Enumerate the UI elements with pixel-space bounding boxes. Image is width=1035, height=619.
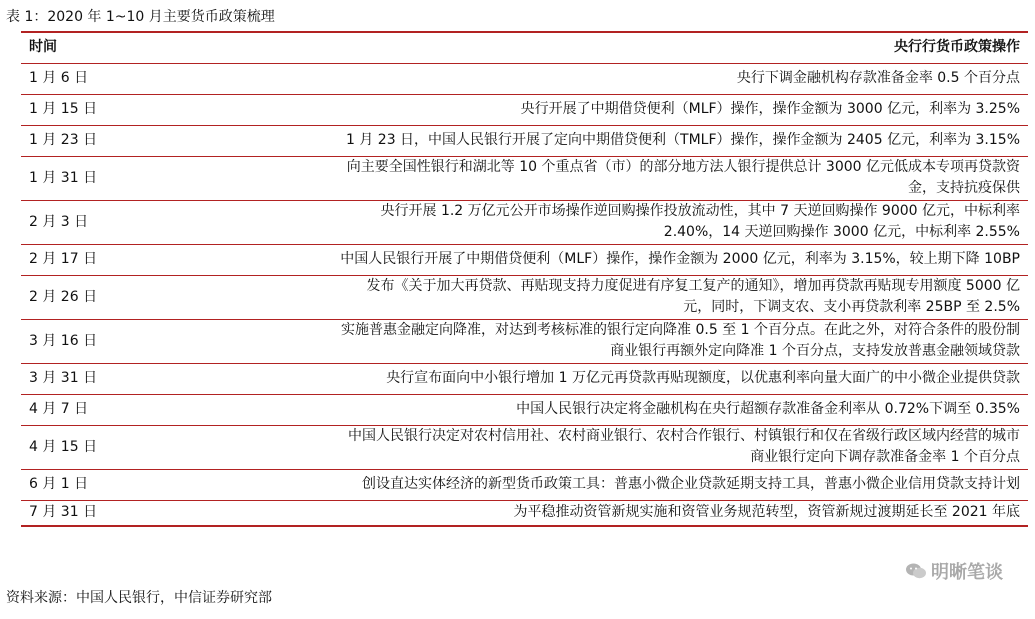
table-row bbox=[21, 156, 1028, 200]
row-description bbox=[169, 200, 1028, 244]
description-line: 央行开展 1.2 万亿元公开市场操作逆回购操作投放流动性，其中 7 天逆回购操作 9000 亿元，中标利率 bbox=[380, 203, 1020, 219]
table-row bbox=[21, 363, 1028, 394]
table-row bbox=[21, 94, 1028, 125]
description-line: 创设直达实体经济的新型货币政策工具：普惠小微企业贷款延期支持工具，普惠小微企业信用贷款支持计划 bbox=[362, 476, 1020, 492]
row-description bbox=[169, 244, 1028, 275]
description-line: 2.40%，14 天逆回购操作 3000 亿元，中标利率 2.55% bbox=[663, 224, 1020, 240]
table-row bbox=[21, 275, 1028, 319]
description-line: 为平稳推动资管新规实施和资管业务规范转型，资管新规过渡期延长至 2021 年底 bbox=[513, 504, 1020, 521]
row-description bbox=[169, 94, 1028, 125]
description-line: 央行下调金融机构存款准备金率 0.5 个百分点 bbox=[736, 70, 1020, 86]
description-line: 元，同时，下调支农、支小再贷款利率 25BP 至 2.5% bbox=[683, 299, 1020, 315]
table-row bbox=[21, 469, 1028, 500]
row-date: 3 月 31 日 bbox=[21, 363, 169, 394]
row-date: 2 月 3 日 bbox=[21, 200, 169, 244]
row-date: 1 月 15 日 bbox=[21, 94, 169, 125]
header-description: 央行行货币政策操作 bbox=[169, 32, 1028, 63]
row-date: 4 月 15 日 bbox=[21, 425, 169, 469]
row-date: 4 月 7 日 bbox=[21, 394, 169, 425]
table-row bbox=[21, 125, 1028, 156]
wechat-icon bbox=[905, 562, 927, 580]
row-description bbox=[169, 275, 1028, 319]
table-header-row bbox=[21, 32, 1028, 63]
row-date: 1 月 23 日 bbox=[21, 125, 169, 156]
watermark-text: 明晰笔谈 bbox=[931, 562, 1003, 583]
table-row bbox=[21, 425, 1028, 469]
row-date: 2 月 26 日 bbox=[21, 275, 169, 319]
row-description bbox=[169, 469, 1028, 500]
description-line: 发布《关于加大再贷款、再贴现支持力度促进有序复工复产的通知》，增加再贷款再贴现专用额度 5000 亿 bbox=[366, 278, 1020, 294]
row-date: 1 月 31 日 bbox=[21, 156, 169, 200]
table-row bbox=[21, 394, 1028, 425]
description-line: 中国人民银行开展了中期借贷便利（MLF）操作，操作金额为 2000 亿元，利率为 3.15%，较上期下降 10BP bbox=[340, 251, 1020, 267]
description-line: 中国人民银行决定对农村信用社、农村商业银行、农村合作银行、村镇银行和仅在省级行政区域内经营的城市 bbox=[348, 428, 1020, 444]
table-row bbox=[21, 244, 1028, 275]
row-date: 1 月 6 日 bbox=[21, 63, 169, 94]
row-description bbox=[169, 319, 1028, 363]
row-description bbox=[169, 63, 1028, 94]
source-note: 资料来源：中国人民银行，中信证券研究部 bbox=[6, 590, 272, 606]
row-description bbox=[169, 500, 1028, 526]
table-row bbox=[21, 200, 1028, 244]
table-row bbox=[21, 63, 1028, 94]
row-date: 2 月 17 日 bbox=[21, 244, 169, 275]
watermark bbox=[903, 558, 1005, 584]
description-line: 1 月 23 日，中国人民银行开展了定向中期借贷便利（TMLF）操作，操作金额为 2405 亿元，利率为 3.15% bbox=[345, 132, 1020, 148]
row-description bbox=[169, 363, 1028, 394]
row-date: 3 月 16 日 bbox=[21, 319, 169, 363]
description-line: 央行开展了中期借贷便利（MLF）操作，操作金额为 3000 亿元，利率为 3.25% bbox=[520, 101, 1020, 117]
description-line: 央行宣布面向中小银行增加 1 万亿元再贷款再贴现额度，以优惠利率向量大面广的中小微企业提供贷款 bbox=[386, 370, 1020, 386]
row-description bbox=[169, 394, 1028, 425]
table-body bbox=[21, 63, 1028, 526]
row-date: 6 月 1 日 bbox=[21, 469, 169, 500]
description-line: 商业银行定向下调存款准备金率 1 个百分点 bbox=[750, 449, 1020, 465]
table-row bbox=[21, 500, 1028, 526]
row-description bbox=[169, 156, 1028, 200]
policy-table bbox=[21, 31, 1028, 527]
description-line: 实施普惠金融定向降准，对达到考核标准的银行定向降准 0.5 至 1 个百分点。在此之外，对符合条件的股份制 bbox=[341, 322, 1020, 338]
row-description bbox=[169, 125, 1028, 156]
row-date: 7 月 31 日 bbox=[21, 500, 169, 526]
header-date: 时间 bbox=[21, 32, 169, 63]
description-line: 商业银行再额外定向降准 1 个百分点，支持发放普惠金融领域贷款 bbox=[610, 343, 1020, 359]
table-caption: 表 1：2020 年 1~10 月主要货币政策梳理 bbox=[6, 9, 275, 25]
description-line: 向主要全国性银行和湖北等 10 个重点省（市）的部分地方法人银行提供总计 3000 亿元低成本专项再贷款资 bbox=[346, 159, 1020, 175]
table-row bbox=[21, 319, 1028, 363]
row-description bbox=[169, 425, 1028, 469]
description-line: 金，支持抗疫保供 bbox=[908, 180, 1020, 196]
description-line: 中国人民银行决定将金融机构在央行超额存款准备金利率从 0.72%下调至 0.35% bbox=[516, 401, 1020, 417]
